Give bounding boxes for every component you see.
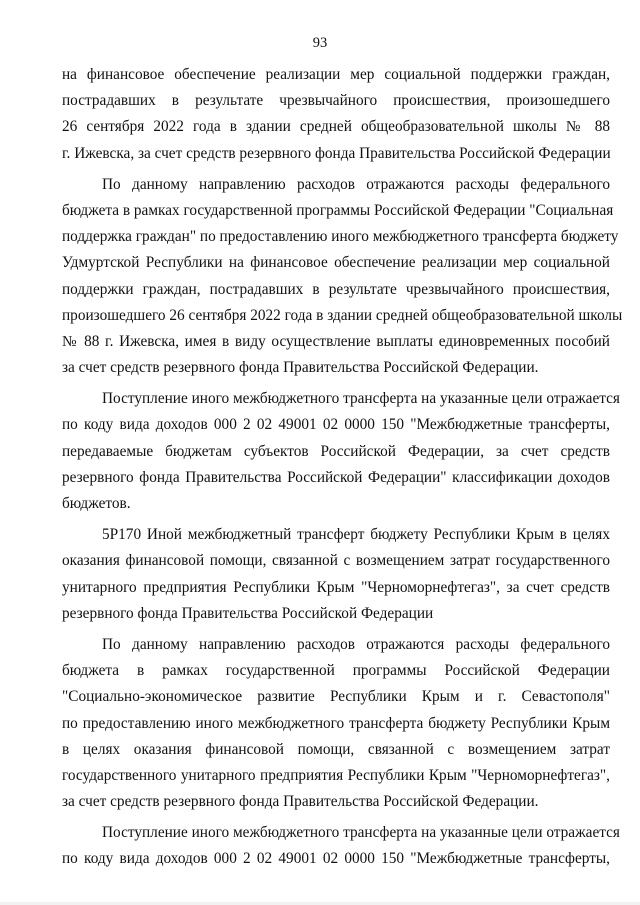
paragraph xyxy=(62,820,620,872)
text-line: бюджета в рамках государственной программы Российской Федерации "Социальная xyxy=(62,201,614,219)
text-line: по коду вида доходов 000 2 02 49001 02 0000 150 "Межбюджетные трансферты, xyxy=(62,850,610,868)
text-line: за счет средств резервного фонда Правительства Российской Федерации. xyxy=(62,359,539,377)
paragraph xyxy=(62,62,610,167)
text-line: "Социально-экономическое развитие Республики Крым и г. Севастополя" xyxy=(62,688,610,706)
text-line: государственного унитарного предприятия Республики Крым "Черноморнефтегаз", xyxy=(62,766,610,784)
text-line: оказания финансовой помощи, связанной с возмещением затрат государственного xyxy=(62,552,610,570)
page-number: 93 xyxy=(312,35,328,51)
text-line: бюджетов. xyxy=(62,495,131,512)
text-line: резервного фонда Правительства Российской Федерации xyxy=(62,604,434,622)
text-line: поддержка граждан" по предоставлению иного межбюджетного трансферта бюджету xyxy=(62,228,619,246)
text-line: Поступление иного межбюджетного трансферта на указанные цели отражается xyxy=(102,824,620,842)
text-line: в целях оказания финансовой помощи, связанной с возмещением затрат xyxy=(62,740,610,758)
text-line: По данному направлению расходов отражаются расходы федерального xyxy=(102,175,610,193)
paragraph xyxy=(62,632,610,815)
text-line: унитарного предприятия Республики Крым "Черноморнефтегаз", за счет средств xyxy=(62,578,610,596)
text-line: г. Ижевска, за счет средств резервного фонда Правительства Российской Федерации xyxy=(62,144,611,162)
paragraph xyxy=(62,172,623,382)
text-line: поддержки граждан, пострадавших в результате чрезвычайного происшествия, xyxy=(62,280,610,298)
text-line: по коду вида доходов 000 2 02 49001 02 0000 150 "Межбюджетные трансферты, xyxy=(62,416,610,434)
text-line: № 88 г. Ижевска, имея в виду осуществление выплаты единовременных пособий xyxy=(62,332,610,350)
text-line: резервного фонда Правительства Российской Федерации" классификации доходов xyxy=(62,468,610,486)
text-line: 26 сентября 2022 года в здании средней общеобразовательной школы № 88 xyxy=(62,118,610,136)
text-line: за счет средств резервного фонда Правительства Российской Федерации. xyxy=(62,793,539,811)
paragraph xyxy=(62,386,620,517)
text-line: 5Р170 Иной межбюджетный трансферт бюджету Республики Крым в целях xyxy=(102,526,610,544)
text-line: по предоставлению иного межбюджетного трансферта бюджету Республики Крым xyxy=(62,714,610,732)
text-line: пострадавших в результате чрезвычайного происшествия, произошедшего xyxy=(62,92,610,110)
document-body xyxy=(62,62,623,878)
text-line: на финансовое обеспечение реализации мер социальной поддержки граждан, xyxy=(62,66,610,83)
text-line: Удмуртской Республики на финансовое обеспечение реализации мер социальной xyxy=(62,254,610,272)
text-line: передаваемые бюджетам субъектов Российской Федерации, за счет средств xyxy=(62,442,610,460)
text-line: произошедшего 26 сентября 2022 года в здании средней общеобразовательной школы xyxy=(62,306,623,324)
text-line: По данному направлению расходов отражаются расходы федерального xyxy=(102,635,610,653)
text-line: бюджета в рамках государственной программы Российской Федерации xyxy=(62,662,610,680)
text-line: Поступление иного межбюджетного трансферта на указанные цели отражается xyxy=(102,390,620,408)
paragraph xyxy=(62,522,610,627)
